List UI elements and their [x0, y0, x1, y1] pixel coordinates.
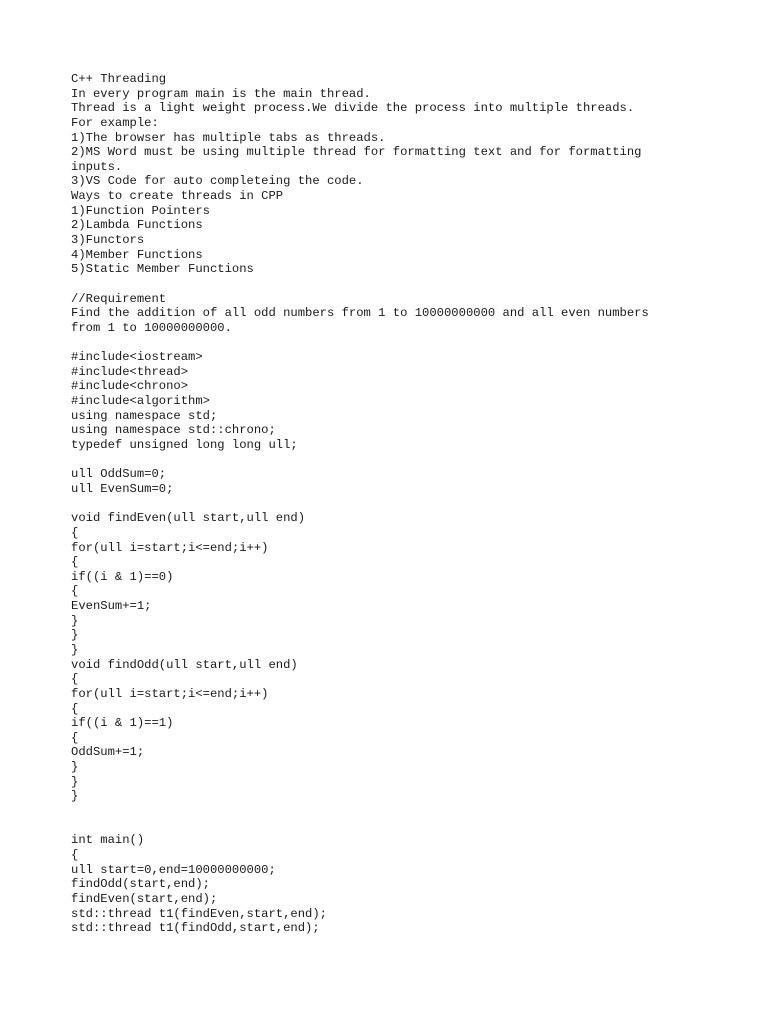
code-line: } [71, 760, 79, 775]
code-line: if((i & 1)==1) [71, 716, 174, 731]
doc-line: 1)Function Pointers [71, 203, 210, 218]
code-line: } [71, 789, 79, 804]
code-line: if((i & 1)==0) [71, 569, 174, 584]
doc-line: For example: [71, 115, 159, 130]
doc-line: Find the addition of all odd numbers from 1 to 10000000000 and all even numbers [71, 306, 649, 321]
code-line: typedef unsigned long long ull; [71, 438, 298, 453]
document-text [71, 72, 751, 936]
doc-line: In every program main is the main thread. [71, 86, 371, 101]
code-line: findEven(start,end); [71, 891, 218, 906]
doc-line: 2)MS Word must be using multiple thread for formatting text and for formatting [71, 145, 642, 160]
code-line: { [71, 730, 79, 745]
code-line: using namespace std::chrono; [71, 423, 276, 438]
code-line: #include<thread> [71, 364, 189, 379]
code-line: { [71, 555, 79, 570]
code-line: } [71, 642, 79, 657]
code-line: void findEven(ull start,ull end) [71, 511, 306, 526]
code-line: } [71, 613, 79, 628]
code-line: void findOdd(ull start,ull end) [71, 657, 298, 672]
code-line: using namespace std; [71, 408, 218, 423]
code-line: } [71, 628, 79, 643]
code-line: #include<algorithm> [71, 394, 210, 409]
code-line: ull OddSum=0; [71, 467, 167, 482]
code-line: OddSum+=1; [71, 745, 145, 760]
code-line: { [71, 847, 79, 862]
blank-line [71, 497, 751, 512]
code-line: std::thread t1(findEven,start,end); [71, 906, 327, 921]
doc-line: 5)Static Member Functions [71, 262, 254, 277]
code-line: findOdd(start,end); [71, 877, 210, 892]
doc-line: Thread is a light weight process.We divide the process into multiple threads. [71, 101, 635, 116]
doc-line: 3)VS Code for auto completeing the code. [71, 174, 364, 189]
code-line: for(ull i=start;i<=end;i++) [71, 686, 269, 701]
code-line: EvenSum+=1; [71, 599, 152, 614]
doc-line: 3)Functors [71, 233, 145, 248]
code-line: ull start=0,end=10000000000; [71, 862, 276, 877]
blank-line [71, 336, 751, 351]
doc-line: inputs. [71, 159, 123, 174]
doc-line: Ways to create threads in CPP [71, 189, 284, 204]
blank-line [71, 819, 751, 834]
blank-line [71, 277, 751, 292]
code-line: #include<chrono> [71, 379, 189, 394]
doc-line: from 1 to 10000000000. [71, 320, 232, 335]
code-line: { [71, 584, 79, 599]
code-line: std::thread t1(findOdd,start,end); [71, 921, 320, 936]
blank-line [71, 453, 751, 468]
doc-line: 1)The browser has multiple tabs as threads. [71, 130, 386, 145]
code-line: int main() [71, 833, 145, 848]
doc-line-title: C++ Threading [71, 72, 167, 86]
code-line: { [71, 701, 79, 716]
code-line: #include<iostream> [71, 350, 203, 365]
code-line: for(ull i=start;i<=end;i++) [71, 540, 269, 555]
blank-line [71, 804, 751, 819]
doc-line: 2)Lambda Functions [71, 218, 203, 233]
doc-line: //Requirement [71, 291, 167, 306]
code-line: ull EvenSum=0; [71, 481, 174, 496]
code-line: } [71, 774, 79, 789]
code-line: { [71, 672, 79, 687]
code-line: { [71, 525, 79, 540]
doc-line: 4)Member Functions [71, 247, 203, 262]
